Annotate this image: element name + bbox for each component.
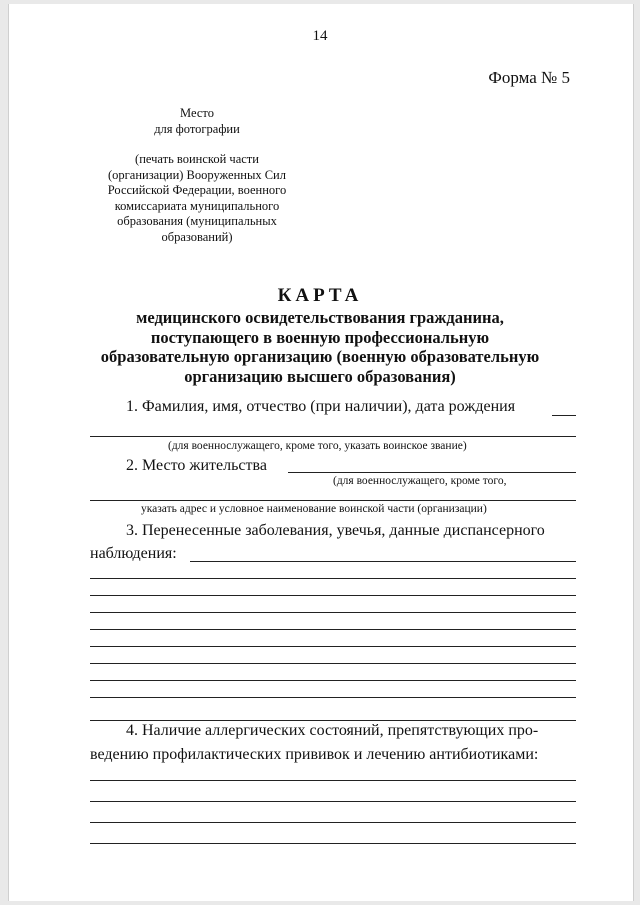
item4-label: ведению профилактических прививок и лечению антибиотиками: — [90, 746, 539, 763]
document-title: КАРТА — [277, 285, 363, 306]
item1-hint: (для военнослужащего, кроме того, указать воинское звание) — [168, 440, 467, 452]
photo-line: (организации) Вооруженных Сил — [107, 167, 286, 182]
document-subtitle — [60, 308, 580, 386]
photo-line: образования (муниципальных — [117, 214, 277, 228]
item2-field[interactable] — [288, 472, 576, 473]
item3-label: 3. Перенесенные заболевания, увечья, данные диспансерного — [126, 522, 545, 539]
page-number: 14 — [312, 28, 328, 44]
form-label: Форма № 5 — [488, 68, 570, 87]
item3-field[interactable] — [90, 720, 576, 721]
item3-field[interactable] — [190, 561, 576, 562]
item4-field[interactable] — [90, 801, 576, 802]
item3-field[interactable] — [90, 612, 576, 613]
photo-line: Российской Федерации, военного — [107, 183, 287, 197]
item3-field[interactable] — [90, 646, 576, 647]
item1-field[interactable] — [90, 436, 576, 437]
item2-hint: (для военнослужащего, кроме того, — [333, 475, 507, 487]
item4-field[interactable] — [90, 843, 576, 844]
item1-field-end[interactable] — [552, 415, 576, 416]
photo-line: Место — [180, 106, 214, 120]
item3-field[interactable] — [90, 697, 576, 698]
subtitle-line: поступающего в военную профессиональную — [150, 327, 490, 347]
item2-hint: указать адрес и условное наименование воинской части (организации) — [141, 503, 487, 515]
item3-field[interactable] — [90, 595, 576, 596]
item3-field[interactable] — [90, 578, 576, 579]
photo-line: для фотографии — [154, 121, 240, 136]
item2-field-line2[interactable] — [90, 500, 576, 501]
item4-field[interactable] — [90, 822, 576, 823]
photo-placeholder — [92, 106, 302, 245]
photo-line: комиссариата муниципального — [114, 198, 280, 213]
subtitle-line: организацию высшего образования) — [184, 366, 456, 386]
item3-field[interactable] — [90, 680, 576, 681]
subtitle-line: медицинского освидетельствования гражданина, — [136, 308, 504, 327]
item4-label: 4. Наличие аллергических состояний, препятствующих про- — [126, 722, 539, 739]
item2-label: 2. Место жительства — [126, 457, 267, 474]
subtitle-line: образовательную организацию (военную образовательную — [100, 347, 540, 366]
item4-field[interactable] — [90, 780, 576, 781]
photo-line: (печать воинской части — [135, 152, 259, 166]
photo-line: образований) — [161, 229, 233, 244]
item3-label: наблюдения: — [90, 545, 177, 562]
item1-label: 1. Фамилия, имя, отчество (при наличии), дата рождения — [126, 398, 516, 415]
item3-field[interactable] — [90, 629, 576, 630]
item3-field[interactable] — [90, 663, 576, 664]
